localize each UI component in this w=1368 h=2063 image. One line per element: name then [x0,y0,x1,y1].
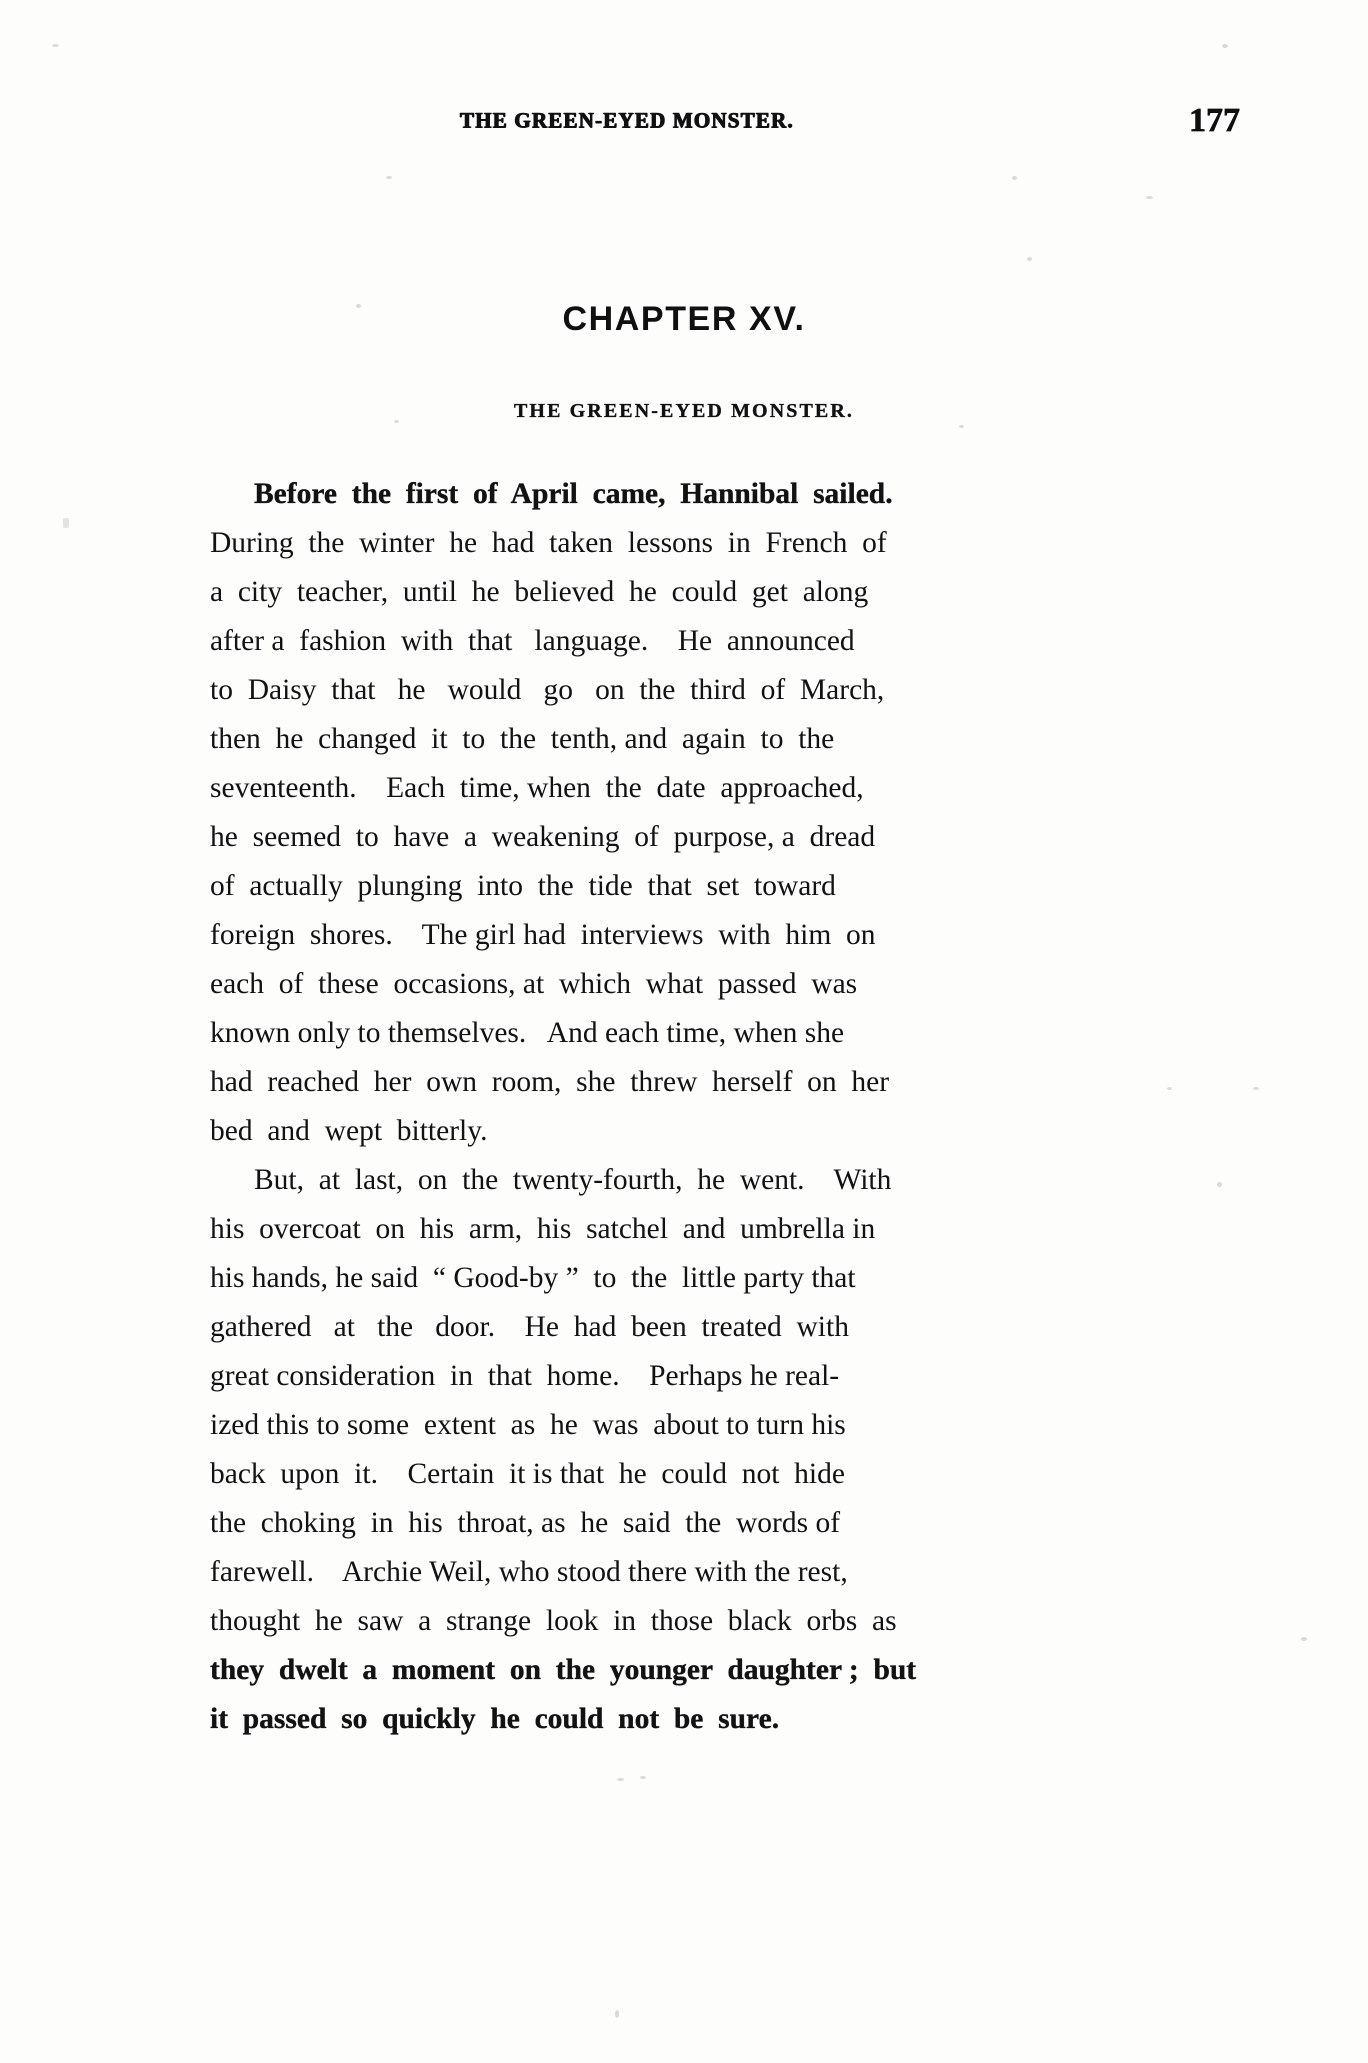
text-line: farewell. Archie Weil, who stood there with the rest, [210,1556,848,1588]
chapter-number: CHAPTER XV. [562,300,806,338]
scan-speck [1012,176,1017,180]
scan-speck [63,518,69,528]
text-line: back upon it. Certain it is that he could not hide [210,1458,845,1490]
text-line: his overcoat on his arm, his satchel and umbrella in [210,1213,876,1245]
paragraph [210,470,1210,1156]
chapter-title: THE GREEN-EYED MONSTER. [513,400,854,422]
text-line: Before the first of April came, Hannibal sailed. [254,478,893,510]
scan-speck [1146,196,1153,199]
text-line: During the winter he had taken lessons in French of [210,527,887,559]
text-line: great consideration in that home. Perhaps he real- [210,1360,840,1392]
text-line: of actually plunging into the tide that set toward [210,870,836,902]
scan-speck [640,1776,646,1779]
text-line: ized this to some extent as he was about to turn his [210,1409,846,1441]
text-line: seventeenth. Each time, when the date approached, [210,772,864,804]
text-line: to Daisy that he would go on the third of March, [210,674,885,706]
scan-speck [615,2010,619,2018]
text-line: But, at last, on the twenty-fourth, he went. With [254,1164,892,1196]
scan-speck [1222,44,1228,48]
text-line: each of these occasions, at which what passed was [210,968,858,1000]
scan-speck [52,44,59,47]
running-head [0,102,1368,148]
text-line: bed and wept bitterly. [210,1115,488,1147]
scan-speck [1253,1087,1259,1090]
page-number: 177 [1189,102,1240,139]
scan-speck [1301,1637,1307,1641]
scan-speck [1217,1182,1222,1187]
text-line: it passed so quickly he could not be sure. [210,1703,780,1735]
scan-speck [959,425,964,428]
text-line: known only to themselves. And each time, when she [210,1017,845,1049]
text-line: gathered at the door. He had been treated with [210,1311,849,1343]
text-line: after a fashion with that language. He announced [210,625,855,657]
text-line: had reached her own room, she threw herself on her [210,1066,890,1098]
text-line: then he changed it to the tenth, and again to the [210,723,835,755]
paragraph [210,1156,1210,1744]
scan-speck [617,1778,624,1781]
scan-speck [386,176,392,179]
body-text [210,470,1210,1744]
text-line: a city teacher, until he believed he could get along [210,576,869,608]
text-line: his hands, he said “ Good-by ” to the little party that [210,1262,856,1294]
text-line: he seemed to have a weakening of purpose, a dread [210,821,876,853]
text-line: they dwelt a moment on the younger daughter ; but [210,1654,917,1686]
text-line: foreign shores. The girl had interviews with him on [210,919,876,951]
running-head-title: THE GREEN-EYED MONSTER. [460,107,794,133]
scan-speck [1027,257,1032,261]
text-line: thought he saw a strange look in those black orbs as [210,1605,897,1637]
text-line: the choking in his throat, as he said the words of [210,1507,841,1539]
